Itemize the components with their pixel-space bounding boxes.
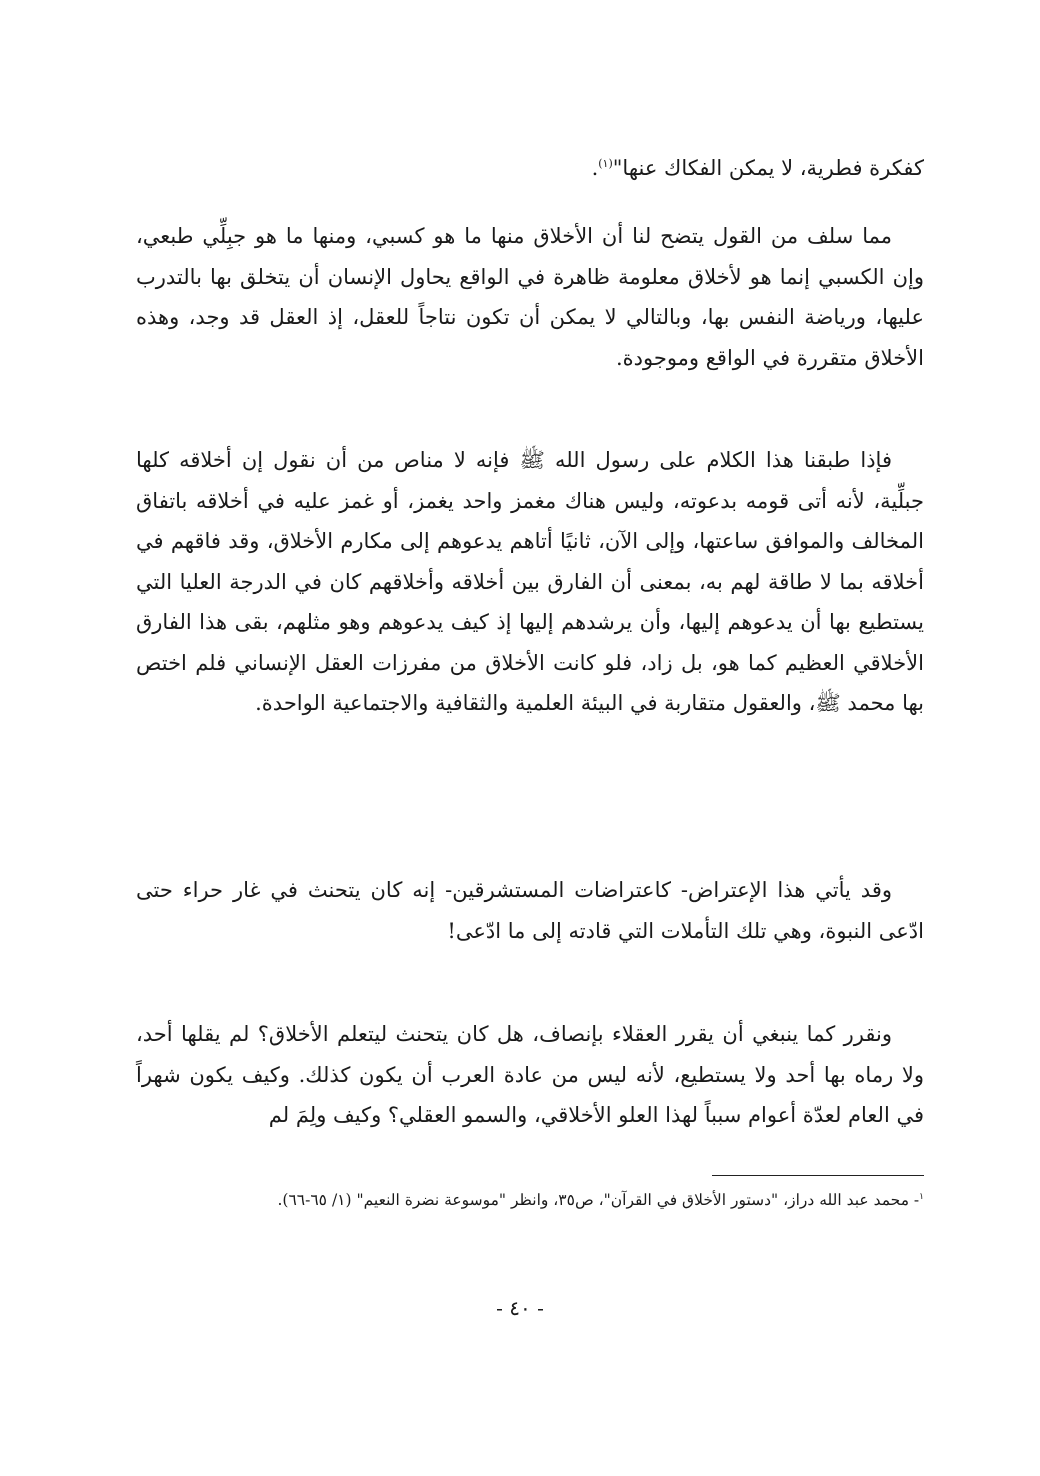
paragraph-objection: وقد يأتي هذا الإعتراض- كاعتراضات المستشرقين- إنه كان يتحنث في غار حراء حتى ادّعى النبوة، وهي تلك التأملات التي قادته إلى ما ادّعى! (136, 878, 924, 943)
paragraph-acquired-vs-innate-ethics: مما سلف من القول يتضح لنا أن الأخلاق منها ما هو كسبي، ومنها ما هو جبِلِّي طبعي، وإن الكسبي إنما هو لأخلاق معلومة ظاهرة في الواقع يحاول الإنسان أن يتخلق بها بالتدرب عليها، ورياضة النفس بها، وبالتالي لا يمكن أن تكون نتاجاً للعقل، إذ العقل قد وجد، وهذه الأخلاق متقررة في الواقع وموجودة. (136, 224, 924, 370)
paragraph-text: كفكرة فطرية، لا يمكن الفكاك عنها" (612, 156, 924, 180)
footnote-number: ١ (919, 1191, 924, 1202)
footnote (136, 1186, 924, 1214)
page-number: - ٤٠ - (496, 1296, 544, 1320)
footnote-reference[interactable]: (١) (598, 157, 613, 170)
paragraph-rebuttal: ونقرر كما ينبغي أن يقرر العقلاء بإنصاف، هل كان يتحنث ليتعلم الأخلاق؟ لم يقلها أحد، ولا رماه بها أحد ولا يستطيع، لأنه ليس من عادة العرب أن يكون كذلك. وكيف يكون شهراً في العام لعدّة أعوام سبباً لهذا العلو الأخلاقي، والسمو العقلي؟ وكيف ولِمَ لم (136, 1022, 924, 1127)
paragraph-continuation (136, 148, 924, 189)
footnote-text: - محمد عبد الله دراز، "دستور الأخلاق في القرآن"، ص٣٥، وانظر "موسوعة نضرة النعيم" (١/ ٦٥-٦٦). (277, 1191, 920, 1209)
paragraph-prophet-ethics: فإذا طبقنا هذا الكلام على رسول الله ﷺ فإنه لا مناص من أن نقول إن أخلاقه كلها جبلِّية، لأنه أتى قومه بدعوته، وليس هناك مغمز واحد يغمز، أو غمز عليه في أخلاقه باتفاق المخالف والموافق ساعتها، وإلى الآن، ثانيًا أتاهم يدعوهم إلى مكارم الأخلاق، وقد فاقهم في أخلاقه بما لا طاقة لهم به، بمعنى أن الفارق بين أخلاقه وأخلاقهم كان في الدرجة العليا التي يستطيع بها أن يدعوهم إليها، وأن يرشدهم إليها إذ كيف يدعوهم وهو مثلهم، بقى هذا الفارق الأخلاقي العظيم كما هو، بل زاد، فلو كانت الأخلاق من مفرزات العقل الإنساني فلم اختص بها محمد ﷺ، والعقول متقاربة في البيئة العلمية والثقافية والاجتماعية الواحدة. (136, 448, 924, 715)
paragraph-end-punctuation: . (591, 156, 599, 180)
footnote-separator (712, 1175, 924, 1176)
